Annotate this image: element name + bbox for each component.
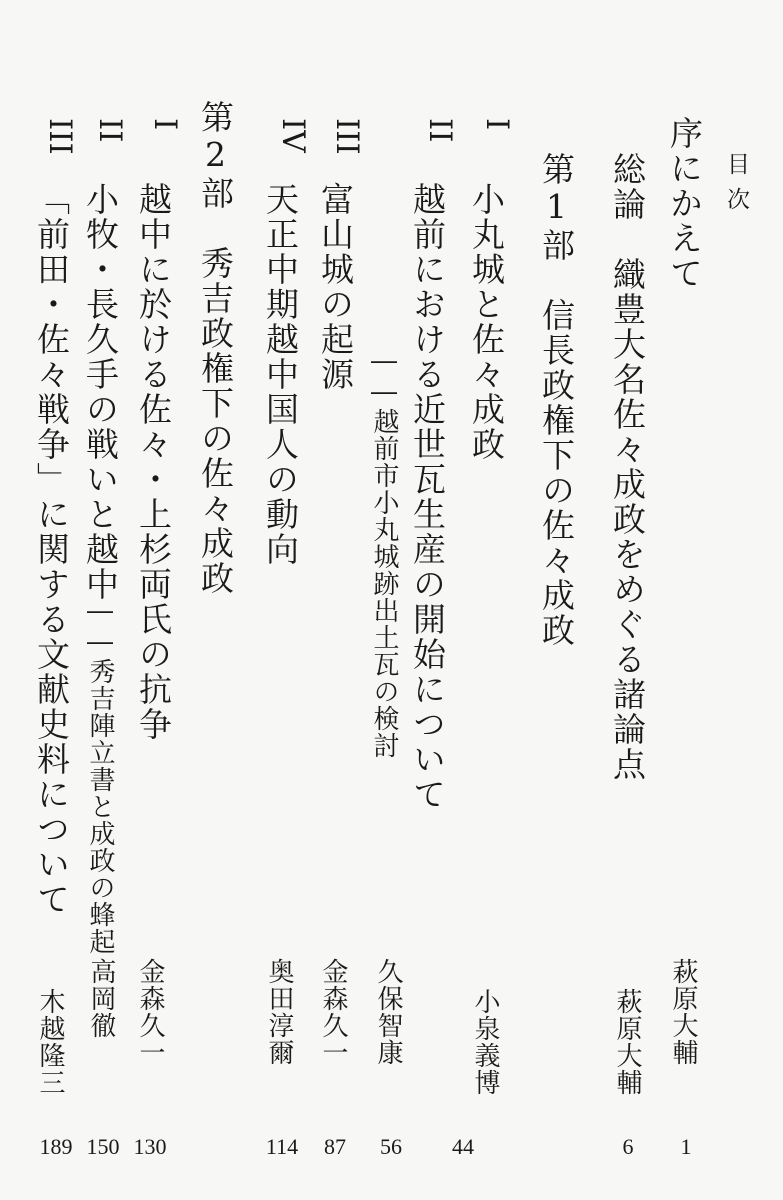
part-heading: 第2部 秀吉政権下の佐々成政 <box>196 100 235 596</box>
entry-page: 56 <box>380 1134 402 1159</box>
entry-page: 189 <box>39 1134 73 1159</box>
entry-page: 87 <box>324 1134 346 1159</box>
entry-title: 総論 織豊大名佐々成政をめぐる諸論点 <box>608 152 647 782</box>
entry-page: 150 <box>86 1134 120 1159</box>
entry-title: 「前田・佐々戦争」に関する文献史料について <box>32 182 71 917</box>
entry-subtitle: ――越前市小丸城跡出土瓦の検討 <box>369 346 399 759</box>
toc-header: 目次 <box>723 152 749 222</box>
entry-title: 天正中期越中国人の動向 <box>261 182 300 567</box>
entry-page: 130 <box>133 1134 167 1159</box>
entry-author: 金森久一 <box>318 958 348 1066</box>
entry-number: III <box>42 118 78 155</box>
entry-title: 小丸城と佐々成政 <box>467 182 506 462</box>
entry-author: 奥田淳爾 <box>264 958 294 1066</box>
entry-author: 木越隆三 <box>35 988 65 1096</box>
entry-author: 久保智康 <box>373 958 403 1066</box>
entry-subtitle: ――秀吉陣立書と成政の蜂起 <box>85 596 115 955</box>
entry-number: III <box>329 118 365 155</box>
entry-title: 小牧・長久手の戦いと越中 <box>81 182 120 602</box>
entry-number: II <box>422 118 458 143</box>
entry-author: 高岡徹 <box>86 958 116 1039</box>
entry-author: 萩原大輔 <box>612 988 642 1096</box>
entry-number: I <box>479 118 515 131</box>
entry-page: 6 <box>622 1134 634 1159</box>
entry-number: IV <box>275 118 311 153</box>
entry-page: 1 <box>680 1134 692 1159</box>
entry-author: 小泉義博 <box>470 988 500 1096</box>
entry-number: I <box>147 118 183 131</box>
entry-number: II <box>92 118 128 143</box>
entry-author: 金森久一 <box>135 958 165 1066</box>
entry-title: 序にかえて <box>665 116 704 291</box>
entry-title: 富山城の起源 <box>316 182 355 392</box>
entry-title: 越中に於ける佐々・上杉両氏の抗争 <box>134 182 173 742</box>
entry-title: 越前における近世瓦生産の開始について <box>408 182 447 812</box>
entry-page: 114 <box>265 1134 299 1159</box>
entry-page: 44 <box>452 1134 474 1159</box>
entry-author: 萩原大輔 <box>668 958 698 1066</box>
part-heading: 第1部 信長政権下の佐々成政 <box>537 152 576 648</box>
